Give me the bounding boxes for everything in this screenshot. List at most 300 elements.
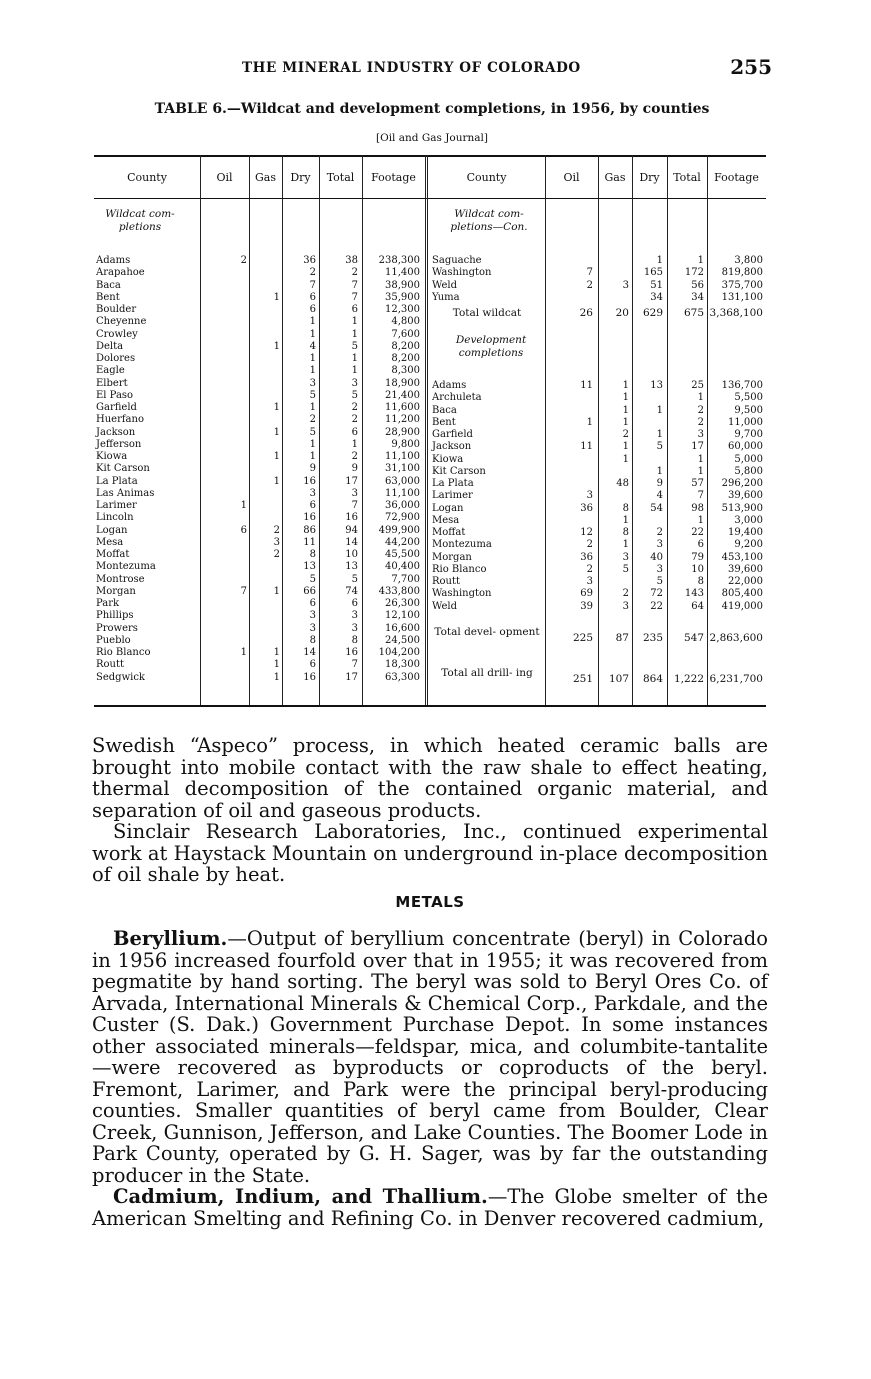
page-number: 255 bbox=[730, 55, 772, 79]
county-name: Weld bbox=[432, 279, 457, 291]
header-total-right: Total bbox=[673, 171, 701, 184]
cell-gas: 1 bbox=[273, 402, 280, 413]
cell-footage: 453,100 bbox=[721, 551, 763, 563]
header-oil-right: Oil bbox=[563, 171, 580, 184]
cell-footage: 63,300 bbox=[385, 671, 420, 683]
cell-dry: 2 bbox=[309, 267, 316, 279]
cell-total: 1 bbox=[351, 328, 358, 340]
header-footage-left: Footage bbox=[371, 171, 416, 184]
cell-dry: 66 bbox=[303, 585, 316, 597]
total-oil: 251 bbox=[572, 673, 593, 685]
total-oil: 225 bbox=[572, 632, 593, 644]
table-row bbox=[94, 672, 766, 684]
cell-footage: 44,200 bbox=[385, 536, 420, 548]
table-row bbox=[94, 487, 766, 502]
county-name: Rio Blanco bbox=[96, 647, 151, 658]
county-name: Moffat bbox=[432, 527, 466, 538]
cell-oil: 11 bbox=[580, 380, 593, 391]
total-label: Total devel- opment bbox=[434, 626, 540, 638]
cell-total: 1 bbox=[351, 365, 358, 377]
cell-footage: 104,200 bbox=[378, 647, 420, 658]
county-name: Bent bbox=[96, 291, 120, 303]
county-name: Bent bbox=[432, 416, 456, 428]
county-name: Rio Blanco bbox=[432, 563, 487, 575]
cadmium-text: —The Globe smelter of the American Smelting and Refining Co. in Denver recovered cadmium, bbox=[92, 1185, 768, 1230]
cell-total: 1 bbox=[697, 255, 704, 266]
cell-oil: 2 bbox=[586, 563, 593, 575]
cell-gas: 1 bbox=[273, 426, 280, 438]
cell-footage: 131,100 bbox=[721, 291, 763, 303]
cell-dry: 1 bbox=[309, 451, 316, 462]
cell-total: 25 bbox=[691, 380, 704, 391]
county-name: Garfield bbox=[432, 429, 473, 440]
cell-gas: 2 bbox=[273, 549, 280, 560]
table-row bbox=[94, 536, 766, 551]
cell-gas: 3 bbox=[622, 600, 629, 612]
cell-footage: 7,600 bbox=[391, 328, 420, 340]
total-oil: 26 bbox=[579, 307, 593, 319]
county-name: Moffat bbox=[96, 549, 130, 560]
cell-total: 1 bbox=[351, 316, 358, 328]
cell-gas: 8 bbox=[622, 502, 629, 514]
cell-footage: 375,700 bbox=[721, 279, 763, 291]
table-bottom-rule bbox=[94, 705, 766, 707]
cell-dry: 11 bbox=[303, 536, 316, 548]
table-row bbox=[94, 659, 766, 671]
cell-total: 2 bbox=[351, 451, 358, 462]
cell-gas: 1 bbox=[622, 453, 629, 465]
table-row bbox=[94, 454, 766, 466]
cell-dry: 6 bbox=[309, 304, 316, 315]
cell-footage: 19,400 bbox=[728, 527, 763, 538]
total-dry: 864 bbox=[642, 673, 663, 685]
cell-oil: 39 bbox=[580, 600, 593, 612]
county-name: Phillips bbox=[96, 610, 134, 622]
section-label-wildcat-con: Wildcat com- pletions—Con. bbox=[450, 208, 528, 233]
county-name: Larimer bbox=[432, 490, 473, 502]
cell-oil: 2 bbox=[240, 255, 247, 266]
cell-dry: 8 bbox=[309, 634, 316, 646]
cell-dry: 6 bbox=[309, 598, 316, 609]
header-gas-right: Gas bbox=[604, 171, 626, 184]
cell-total: 6 bbox=[351, 426, 358, 438]
table-top-rule bbox=[94, 155, 766, 157]
cell-total: 143 bbox=[684, 588, 704, 600]
cell-oil: 12 bbox=[580, 527, 593, 538]
cell-total: 2 bbox=[351, 414, 358, 426]
cell-footage: 63,000 bbox=[385, 475, 420, 487]
cell-footage: 22,000 bbox=[728, 576, 763, 587]
total-label: Total all drill- ing bbox=[441, 667, 533, 679]
total-label: Total wildcat bbox=[452, 307, 522, 319]
county-name: Logan bbox=[96, 524, 128, 536]
cell-gas: 1 bbox=[622, 404, 629, 416]
cell-dry: 9 bbox=[309, 463, 316, 475]
total-total: 675 bbox=[683, 307, 704, 319]
cell-oil: 36 bbox=[580, 502, 593, 514]
cell-dry: 1 bbox=[656, 404, 663, 416]
cell-dry: 1 bbox=[309, 353, 316, 364]
paragraph-beryllium bbox=[92, 928, 768, 1186]
cell-footage: 433,800 bbox=[378, 585, 420, 597]
running-head-title: THE MINERAL INDUSTRY OF COLORADO bbox=[242, 60, 581, 76]
cell-footage: 136,700 bbox=[721, 380, 763, 391]
county-name: Delta bbox=[96, 340, 124, 352]
county-name: Baca bbox=[432, 404, 457, 416]
table-row bbox=[94, 585, 766, 600]
total-footage: 2,863,600 bbox=[709, 632, 763, 644]
total-dry: 629 bbox=[642, 307, 663, 319]
cell-footage: 72,900 bbox=[385, 512, 420, 524]
body-lower bbox=[92, 928, 768, 1229]
cell-footage: 7,700 bbox=[391, 573, 420, 585]
cell-dry: 8 bbox=[309, 549, 316, 560]
cell-total: 3 bbox=[351, 622, 358, 634]
cell-footage: 513,900 bbox=[721, 502, 763, 514]
cell-dry: 86 bbox=[303, 524, 316, 536]
cell-footage: 9,200 bbox=[734, 539, 763, 551]
table-row bbox=[94, 601, 766, 613]
cell-total: 7 bbox=[351, 659, 358, 671]
cell-dry: 1 bbox=[309, 365, 316, 377]
cell-dry: 1 bbox=[656, 255, 663, 266]
cell-dry: 1 bbox=[309, 316, 316, 328]
table-row bbox=[94, 503, 766, 515]
cell-oil: 1 bbox=[240, 647, 247, 658]
cell-oil: 69 bbox=[580, 588, 593, 600]
cell-oil: 7 bbox=[586, 267, 593, 279]
cell-gas: 1 bbox=[622, 539, 629, 551]
cell-gas: 1 bbox=[273, 340, 280, 352]
cell-gas: 1 bbox=[273, 291, 280, 303]
cell-gas: 1 bbox=[622, 380, 629, 391]
cell-footage: 5,800 bbox=[734, 465, 763, 477]
table-row bbox=[94, 475, 766, 490]
cell-total: 1 bbox=[697, 465, 704, 477]
cell-dry: 34 bbox=[650, 291, 663, 303]
cell-footage: 36,000 bbox=[385, 500, 420, 511]
cell-gas: 2 bbox=[622, 429, 629, 440]
cell-footage: 28,900 bbox=[385, 426, 420, 438]
table-source: [Oil and Gas Journal] bbox=[375, 132, 488, 144]
cell-total: 6 bbox=[351, 598, 358, 609]
cell-footage: 9,500 bbox=[734, 404, 763, 416]
cell-footage: 18,300 bbox=[385, 659, 420, 671]
cell-gas: 1 bbox=[273, 671, 280, 683]
county-name: Lincoln bbox=[96, 512, 134, 524]
table-row bbox=[94, 304, 766, 316]
county-name: Park bbox=[96, 598, 120, 609]
cell-total: 13 bbox=[345, 561, 358, 573]
header-rule bbox=[94, 198, 766, 199]
table-row bbox=[94, 515, 766, 527]
cell-total: 5 bbox=[351, 340, 358, 352]
cell-total: 1 bbox=[351, 438, 358, 450]
cell-footage: 38,900 bbox=[385, 279, 420, 291]
county-name: Eagle bbox=[96, 365, 125, 377]
cell-total: 3 bbox=[697, 429, 704, 440]
cell-gas: 1 bbox=[273, 585, 280, 597]
cell-total: 1 bbox=[697, 514, 704, 526]
cell-total: 9 bbox=[351, 463, 358, 475]
county-name: Jackson bbox=[432, 441, 472, 453]
cell-dry: 3 bbox=[656, 539, 663, 551]
cell-footage: 45,500 bbox=[385, 549, 420, 560]
cell-dry: 5 bbox=[309, 426, 316, 438]
cell-total: 56 bbox=[691, 279, 704, 291]
paragraph-cadmium bbox=[92, 1186, 768, 1229]
county-name: La Plata bbox=[96, 475, 138, 487]
cell-footage: 8,200 bbox=[391, 353, 420, 364]
cell-total: 94 bbox=[345, 524, 358, 536]
cell-footage: 8,200 bbox=[391, 340, 420, 352]
county-name: Yuma bbox=[432, 291, 460, 303]
cell-dry: 1 bbox=[656, 429, 663, 440]
county-name: Jefferson bbox=[96, 438, 142, 450]
county-name: Prowers bbox=[96, 622, 138, 634]
cell-footage: 4,800 bbox=[391, 316, 420, 328]
cell-oil: 3 bbox=[586, 576, 593, 587]
cell-oil: 7 bbox=[240, 585, 247, 597]
cell-dry: 36 bbox=[303, 255, 316, 266]
county-name: Morgan bbox=[432, 551, 472, 563]
cell-total: 1 bbox=[697, 453, 704, 465]
county-name: Garfield bbox=[96, 402, 137, 413]
cell-dry: 22 bbox=[650, 600, 663, 612]
county-name: Montrose bbox=[96, 573, 145, 585]
cell-total: 10 bbox=[691, 563, 704, 575]
cell-total: 74 bbox=[345, 585, 358, 597]
county-name: Archuleta bbox=[432, 392, 482, 404]
cell-footage: 12,100 bbox=[385, 610, 420, 622]
cell-total: 6 bbox=[351, 304, 358, 315]
county-name: Larimer bbox=[96, 500, 137, 511]
cell-total: 57 bbox=[691, 478, 704, 489]
table-row bbox=[94, 417, 766, 429]
cell-total: 16 bbox=[345, 647, 358, 658]
cell-dry: 6 bbox=[309, 291, 316, 303]
cell-dry: 51 bbox=[650, 279, 663, 291]
cell-dry: 13 bbox=[303, 561, 316, 573]
cell-gas: 1 bbox=[273, 647, 280, 658]
county-name: Washington bbox=[432, 267, 492, 279]
cell-footage: 16,600 bbox=[385, 622, 420, 634]
table-row bbox=[94, 267, 766, 279]
cell-total: 1 bbox=[697, 392, 704, 404]
table-row bbox=[94, 316, 766, 328]
cell-total: 7 bbox=[351, 279, 358, 291]
cell-footage: 296,200 bbox=[721, 478, 763, 489]
header-footage-right: Footage bbox=[714, 171, 759, 184]
header-gas-left: Gas bbox=[255, 171, 276, 184]
cell-footage: 18,900 bbox=[385, 377, 420, 389]
cell-dry: 2 bbox=[656, 527, 663, 538]
cell-dry: 165 bbox=[643, 267, 663, 279]
cell-footage: 805,400 bbox=[721, 588, 763, 600]
table-row bbox=[94, 564, 766, 576]
cell-total: 34 bbox=[691, 291, 704, 303]
table-row bbox=[94, 377, 766, 392]
cadmium-heading: Cadmium, Indium, and Thallium. bbox=[113, 1185, 488, 1208]
cell-footage: 11,000 bbox=[728, 416, 763, 428]
cell-footage: 419,000 bbox=[721, 600, 763, 612]
total-gas: 107 bbox=[608, 673, 629, 685]
cell-total: 7 bbox=[351, 500, 358, 511]
total-footage: 6,231,700 bbox=[709, 673, 763, 685]
cell-footage: 238,300 bbox=[378, 255, 420, 266]
section-heading-metals: METALS bbox=[395, 893, 465, 911]
county-name: Logan bbox=[432, 502, 464, 514]
total-dry: 235 bbox=[642, 632, 663, 644]
cell-oil: 2 bbox=[586, 539, 593, 551]
header-dry-left: Dry bbox=[290, 171, 311, 184]
cell-dry: 16 bbox=[303, 671, 316, 683]
table-row bbox=[94, 623, 766, 635]
cell-footage: 11,100 bbox=[385, 451, 420, 462]
cell-footage: 21,400 bbox=[385, 389, 420, 401]
cell-gas: 48 bbox=[616, 478, 629, 489]
cell-footage: 24,500 bbox=[385, 634, 420, 646]
cell-oil: 6 bbox=[240, 524, 247, 536]
county-name: Morgan bbox=[96, 585, 136, 597]
cell-total: 2 bbox=[697, 416, 704, 428]
cell-dry: 1 bbox=[309, 328, 316, 340]
table-title: TABLE 6.—Wildcat and development completions, in 1956, by counties bbox=[154, 101, 710, 117]
cell-total: 5 bbox=[351, 573, 358, 585]
cell-total: 38 bbox=[345, 255, 358, 266]
cell-total: 7 bbox=[697, 490, 704, 502]
county-name: Dolores bbox=[96, 353, 136, 364]
cell-oil: 36 bbox=[580, 551, 593, 563]
header-dry-right: Dry bbox=[639, 171, 660, 184]
cell-footage: 5,000 bbox=[734, 453, 763, 465]
cell-total: 3 bbox=[351, 610, 358, 622]
cell-dry: 6 bbox=[309, 659, 316, 671]
cell-dry: 5 bbox=[656, 576, 663, 587]
header-county-left: County bbox=[127, 171, 167, 184]
county-name: Kit Carson bbox=[96, 463, 150, 475]
body-upper bbox=[92, 735, 768, 886]
county-name: El Paso bbox=[96, 389, 134, 401]
county-name: Saguache bbox=[432, 255, 482, 266]
header-oil-left: Oil bbox=[216, 171, 233, 184]
cell-footage: 39,600 bbox=[728, 490, 763, 502]
cell-footage: 11,600 bbox=[385, 402, 420, 413]
cell-gas: 1 bbox=[273, 451, 280, 462]
cell-dry: 4 bbox=[656, 490, 663, 502]
cell-dry: 4 bbox=[309, 340, 316, 352]
cell-dry: 9 bbox=[656, 478, 663, 489]
header-total-left: Total bbox=[326, 171, 355, 184]
county-name: Montezuma bbox=[432, 539, 492, 551]
cell-total: 64 bbox=[691, 600, 704, 612]
cell-footage: 9,700 bbox=[734, 429, 763, 440]
cell-gas: 2 bbox=[622, 588, 629, 600]
cell-dry: 5 bbox=[309, 389, 316, 401]
cell-total: 22 bbox=[691, 527, 704, 538]
cell-gas: 1 bbox=[622, 441, 629, 453]
cell-gas: 3 bbox=[622, 279, 629, 291]
cell-total: 17 bbox=[345, 475, 358, 487]
cell-total: 8 bbox=[697, 576, 704, 587]
cell-oil: 11 bbox=[580, 441, 593, 453]
county-name: Baca bbox=[96, 279, 121, 291]
county-name: La Plata bbox=[432, 478, 474, 489]
section-label-wildcat: Wildcat com- pletions bbox=[105, 208, 175, 233]
cell-oil: 3 bbox=[586, 490, 593, 502]
cell-gas: 8 bbox=[622, 527, 629, 538]
cell-total: 98 bbox=[691, 502, 704, 514]
cell-gas: 3 bbox=[622, 551, 629, 563]
cell-total: 2 bbox=[351, 267, 358, 279]
county-name: Montezuma bbox=[96, 561, 156, 573]
county-name: Cheyenne bbox=[96, 316, 147, 328]
cell-footage: 5,500 bbox=[734, 392, 763, 404]
table-row bbox=[94, 552, 766, 564]
county-name: Kiowa bbox=[96, 451, 128, 462]
county-name: Routt bbox=[96, 659, 125, 671]
county-name: Adams bbox=[96, 255, 131, 266]
table-row bbox=[94, 353, 766, 365]
county-name: Las Animas bbox=[96, 487, 155, 499]
cell-footage: 31,100 bbox=[385, 463, 420, 475]
county-name: Kit Carson bbox=[432, 465, 486, 477]
total-total: 547 bbox=[683, 632, 704, 644]
cell-footage: 60,000 bbox=[728, 441, 763, 453]
cell-dry: 5 bbox=[656, 441, 663, 453]
cell-total: 16 bbox=[345, 512, 358, 524]
cell-oil: 1 bbox=[240, 500, 247, 511]
cell-dry: 72 bbox=[650, 588, 663, 600]
table-row bbox=[94, 405, 766, 417]
county-name: Routt bbox=[432, 576, 461, 587]
cell-total: 17 bbox=[691, 441, 704, 453]
cell-dry: 54 bbox=[650, 502, 663, 514]
cell-footage: 11,400 bbox=[385, 267, 420, 279]
cell-oil: 1 bbox=[586, 416, 593, 428]
cell-dry: 3 bbox=[656, 563, 663, 575]
table-row bbox=[94, 573, 766, 588]
table-row bbox=[94, 426, 766, 441]
table-row bbox=[94, 524, 766, 539]
cell-dry: 1 bbox=[309, 402, 316, 413]
county-name: Elbert bbox=[96, 377, 128, 389]
table-row bbox=[94, 341, 766, 353]
cell-footage: 26,300 bbox=[385, 598, 420, 609]
running-head bbox=[92, 55, 772, 82]
cell-dry: 5 bbox=[309, 573, 316, 585]
total-gas: 20 bbox=[615, 307, 629, 319]
county-name: Arapahoe bbox=[96, 267, 145, 279]
cell-total: 7 bbox=[351, 291, 358, 303]
total-footage: 3,368,100 bbox=[709, 307, 763, 319]
table-row bbox=[94, 329, 766, 341]
cell-dry: 2 bbox=[309, 414, 316, 426]
table-row bbox=[94, 365, 766, 377]
county-name: Jackson bbox=[96, 426, 136, 438]
cell-total: 17 bbox=[345, 671, 358, 683]
county-name: Mesa bbox=[432, 514, 460, 526]
cell-gas: 1 bbox=[273, 659, 280, 671]
cell-footage: 819,800 bbox=[721, 267, 763, 279]
cell-footage: 35,900 bbox=[385, 291, 420, 303]
cell-total: 79 bbox=[691, 551, 704, 563]
cell-footage: 40,400 bbox=[385, 561, 420, 573]
header-county-right: County bbox=[466, 171, 507, 184]
cell-footage: 9,800 bbox=[391, 438, 420, 450]
table-row bbox=[94, 438, 766, 453]
county-name: Kiowa bbox=[432, 453, 464, 465]
